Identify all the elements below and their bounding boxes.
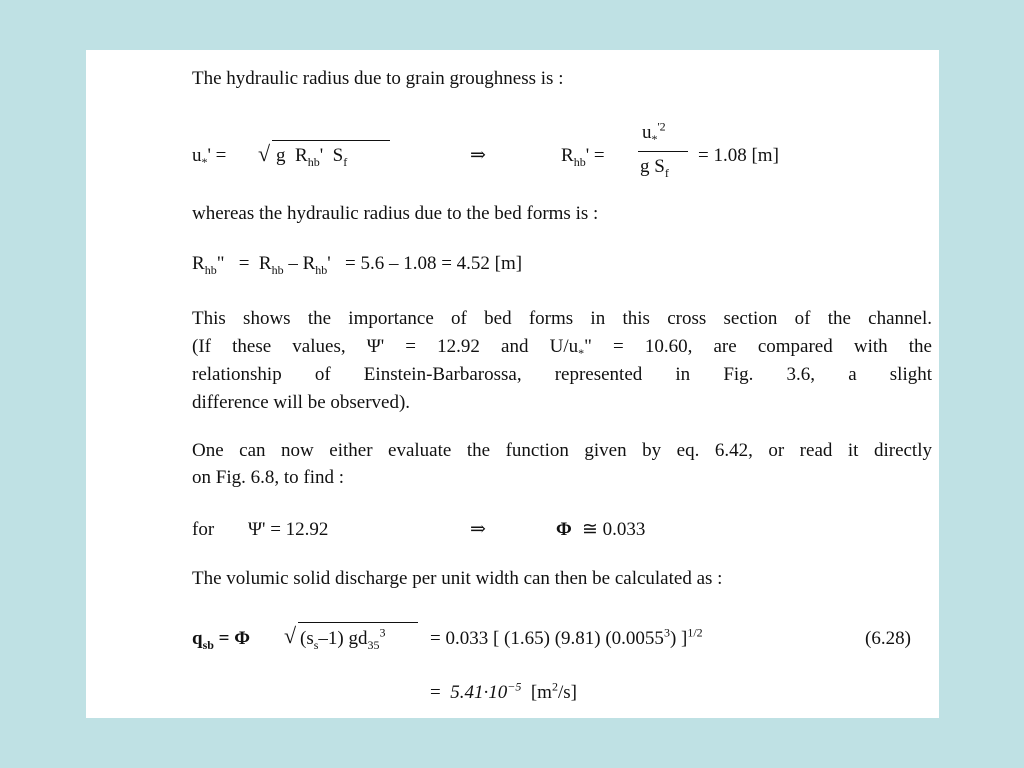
equation-number: (6.28) <box>865 628 911 649</box>
implies-arrow: ⇒ <box>470 145 486 166</box>
equation-bed-form-radius: $R_{hb}$" = $R_{hb} - R_{hb}'$ = 5.6 – 1.08 = 4.52 [m] <box>192 253 523 277</box>
implies-arrow: ⇒ <box>470 519 486 540</box>
fraction-numerator: $u_*^{'2}$ <box>642 119 666 146</box>
equation-result: = 1.08 [m] <box>698 145 779 166</box>
equation-result-value: = $5.41\cdot 10^{-5}$ $[m^2/s]$ <box>430 679 577 703</box>
fraction-denominator: g $S_f$ <box>640 156 669 180</box>
sqrt-symbol: √ <box>258 141 271 166</box>
sqrt-symbol: √ <box>284 623 297 648</box>
paragraph-grain-roughness: The hydraulic radius due to grain groughness is : <box>192 68 564 89</box>
fraction-bar <box>638 151 688 152</box>
sqrt-overline <box>298 622 418 623</box>
paragraph-solid-discharge: The volumic solid discharge per unit width can then be calculated as : <box>192 568 723 589</box>
sqrt-overline <box>272 140 390 141</box>
document-page: The hydraulic radius due to grain groughness is : $u_*'$ = √ g $R_{hb}'$ $S_f$ ⇒ $R_{hb}'$ = $u_*^{'2}$ g $S_f$ = 1.08 [m] whereas the hydraulic radius due to the bed forms is : $R_{hb}$" = $R_{hb} - R_{hb}'$ = 5.6 – 1.08 = 4.52 [m] This shows the importance of bed forms in this cross section of the channel. (If these values, Ψ' = 12.92 and $U/u_*$" = 10.60, are compared with the relationship of Einstein-Barbarossa, represented in Fig. 3.6, a slight difference will be observed). One can now either evaluate the function given by eq. 6.42, or read it directly on Fig. 6.8, to find : for Ψ' = 12.92 ⇒ Φ ≅ 0.033 The volumic solid discharge per unit width can then be calculated as : $q_{sb} = \Phi$ √ $(s_s-1)$ $gd_{35}^3$ = 0.033 [ (1.65) (9.81) (0.0055$^3$) ]$^{1/2}$ (6.28) = $5.41\cdot 10^{-5}$ $[m^2/s]$ <box>86 50 939 718</box>
paragraph-bed-forms: whereas the hydraulic radius due to the bed forms is : <box>192 203 599 224</box>
